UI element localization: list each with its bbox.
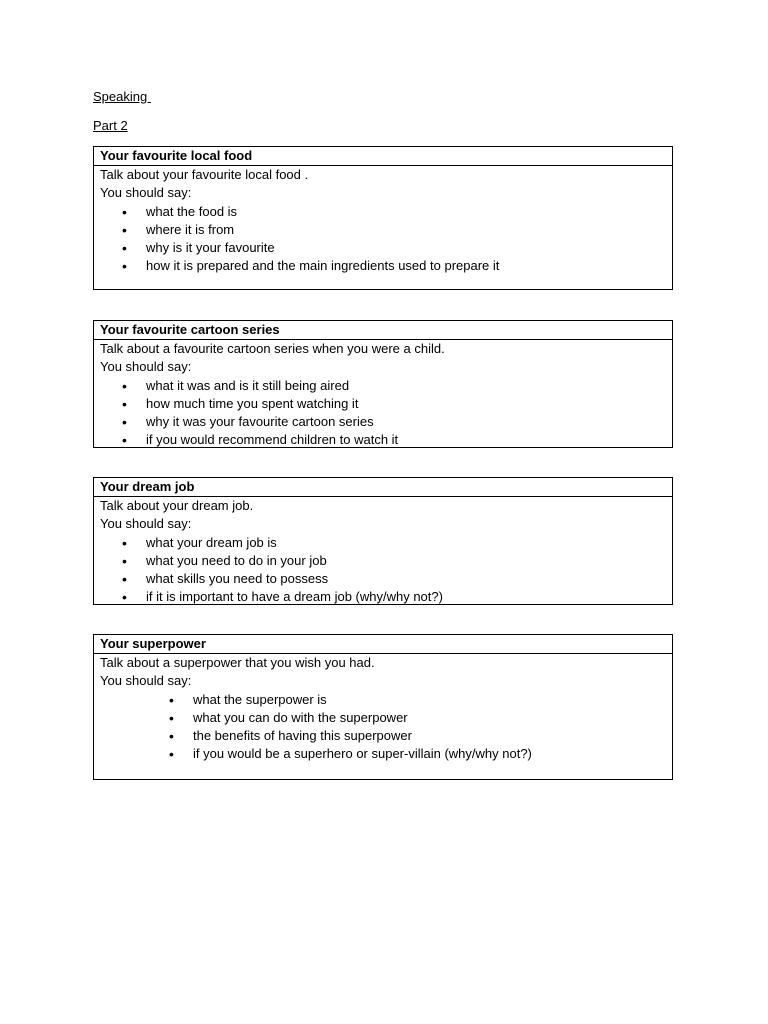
bullet-point: • what skills you need to possess (100, 570, 672, 588)
card-intro: Talk about your favourite local food . (100, 167, 309, 182)
bullet-list (100, 203, 672, 276)
bullet-point: • what the food is (100, 203, 672, 221)
bullet-point: • the benefits of having this superpower (100, 727, 672, 745)
card-title: Your superpower (94, 635, 672, 654)
card-body (94, 497, 672, 607)
bullet-list (100, 534, 672, 607)
card-title: Your dream job (94, 478, 672, 497)
bullet-list (100, 377, 672, 450)
bullet-point: • where it is from (100, 221, 672, 239)
bullet-point: • if you would be a superhero or super-villain (why/why not?) (100, 745, 672, 763)
bullet-point: • what you can do with the superpower (100, 709, 672, 727)
bullet-point: • why it was your favourite cartoon series (100, 413, 672, 431)
task-card-dream-job (93, 477, 673, 605)
task-card-cartoon-series (93, 320, 673, 448)
bullet-point: • what the superpower is (100, 691, 672, 709)
card-prompt: You should say: (100, 185, 192, 201)
card-intro: Talk about your dream job. (100, 498, 254, 513)
card-intro: Talk about a favourite cartoon series when you were a child. (100, 341, 445, 356)
card-prompt: You should say: (100, 673, 192, 689)
bullet-list (100, 691, 672, 764)
bullet-point: • how much time you spent watching it (100, 395, 672, 413)
bullet-point: • how it is prepared and the main ingredients used to prepare it (100, 257, 672, 275)
task-card-local-food (93, 146, 673, 290)
card-body (94, 654, 672, 764)
card-prompt: You should say: (100, 516, 192, 532)
bullet-point: • if you would recommend children to watch it (100, 431, 672, 449)
section-heading-part: Part 2 (93, 118, 128, 133)
card-intro: Talk about a superpower that you wish you had. (100, 655, 375, 670)
bullet-point: • what you need to do in your job (100, 552, 672, 570)
section-heading-speaking: Speaking (93, 89, 151, 104)
bullet-point: • if it is important to have a dream job (why/why not?) (100, 588, 672, 606)
card-prompt: You should say: (100, 359, 192, 375)
bullet-point: • what your dream job is (100, 534, 672, 552)
bullet-point: • what it was and is it still being aired (100, 377, 672, 395)
task-card-superpower (93, 634, 673, 780)
card-body (94, 166, 672, 276)
card-title: Your favourite cartoon series (94, 321, 672, 340)
card-title: Your favourite local food (94, 147, 672, 166)
card-body (94, 340, 672, 450)
bullet-point: • why is it your favourite (100, 239, 672, 257)
